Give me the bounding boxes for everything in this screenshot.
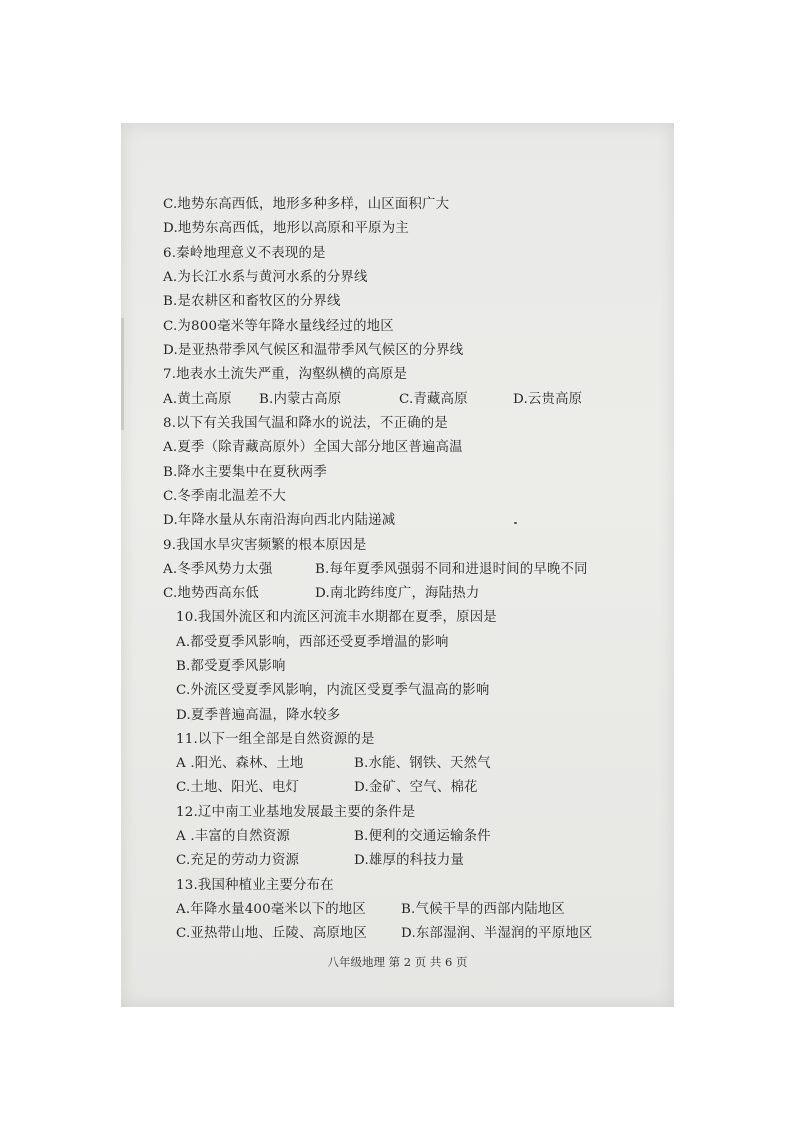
q13-option-b: B.气候干旱的西部内陆地区 <box>401 902 565 917</box>
q11-option-a: A .阳光、森林、土地 <box>176 756 304 771</box>
q12-option-a: A .丰富的自然资源 <box>176 829 290 844</box>
q13-option-d: D.东部湿润、半湿润的平原地区 <box>401 926 593 941</box>
q8-option-b: B.降水主要集中在夏秋两季 <box>163 465 327 480</box>
q10-option-a: A.都受夏季风影响，西部还受夏季增温的影响 <box>176 635 449 650</box>
q11-option-c: C.土地、阳光、电灯 <box>176 780 300 795</box>
q7-stem: 7.地表水土流失严重，沟壑纵横的高原是 <box>163 367 408 382</box>
q6-option-a: A.为长江水系与黄河水系的分界线 <box>163 270 368 285</box>
q13-option-a: A.年降水量400毫米以下的地区 <box>176 902 366 917</box>
q6-stem: 6.秦岭地理意义不表现的是 <box>163 246 326 261</box>
q12-option-b: B.便利的交通运输条件 <box>354 829 491 844</box>
q8-stem: 8.以下有关我国气温和降水的说法，不正确的是 <box>163 416 448 431</box>
q9-option-b: B.每年夏季风强弱不同和进退时间的早晚不同 <box>315 562 588 577</box>
q12-option-d: D.雄厚的科技力量 <box>354 853 465 868</box>
q10-stem: 10.我国外流区和内流区河流丰水期都在夏季，原因是 <box>176 610 497 625</box>
q9-option-c: C.地势西高东低 <box>163 586 259 601</box>
page-footer: 八年级地理 第 2 页 共 6 页 <box>327 955 468 969</box>
paper-edge-mark <box>121 318 124 430</box>
ink-speck <box>514 522 517 524</box>
q8-option-c: C.冬季南北温差不大 <box>163 489 287 504</box>
q7-option-b: B.内蒙古高原 <box>259 392 342 407</box>
q7-option-a: A.黄土高原 <box>163 392 232 407</box>
q11-stem: 11.以下一组全部是自然资源的是 <box>176 732 375 747</box>
q13-stem: 13.我国种植业主要分布在 <box>176 878 334 893</box>
q8-option-d: D.年降水量从东南沿海向西北内陆递减 <box>163 513 396 528</box>
q9-option-a: A.冬季风势力太强 <box>163 562 273 577</box>
q6-option-b: B.是农耕区和畜牧区的分界线 <box>163 294 341 309</box>
q6-option-d: D.是亚热带季风气候区和温带季风气候区的分界线 <box>163 343 464 358</box>
q10-option-d: D.夏季普遍高温，降水较多 <box>176 708 341 723</box>
q7-option-d: D.云贵高原 <box>513 392 583 407</box>
q5-option-c: C.地势东高西低，地形多种多样，山区面积广大 <box>163 197 450 212</box>
q8-option-a: A.夏季（除青藏高原外）全国大部分地区普遍高温 <box>163 440 463 455</box>
exam-page <box>121 123 674 1007</box>
q9-option-d: D.南北跨纬度广，海陆热力 <box>315 586 480 601</box>
q12-stem: 12.辽中南工业基地发展最主要的条件是 <box>176 805 416 820</box>
q7-option-c: C.青藏高原 <box>399 392 468 407</box>
q11-option-d: D.金矿、空气、棉花 <box>354 780 478 795</box>
q5-option-d: D.地势东高西低，地形以高原和平原为主 <box>163 221 409 236</box>
q12-option-c: C.充足的劳动力资源 <box>176 853 300 868</box>
q13-option-c: C.亚热带山地、丘陵、高原地区 <box>176 926 368 941</box>
q9-stem: 9.我国水旱灾害频繁的根本原因是 <box>163 538 367 553</box>
q11-option-b: B.水能、钢铁、天然气 <box>354 756 491 771</box>
q6-option-c: C.为800毫米等年降水量线经过的地区 <box>163 319 394 334</box>
q10-option-b: B.都受夏季风影响 <box>176 659 286 674</box>
q10-option-c: C.外流区受夏季风影响，内流区受夏季气温高的影响 <box>176 683 490 698</box>
